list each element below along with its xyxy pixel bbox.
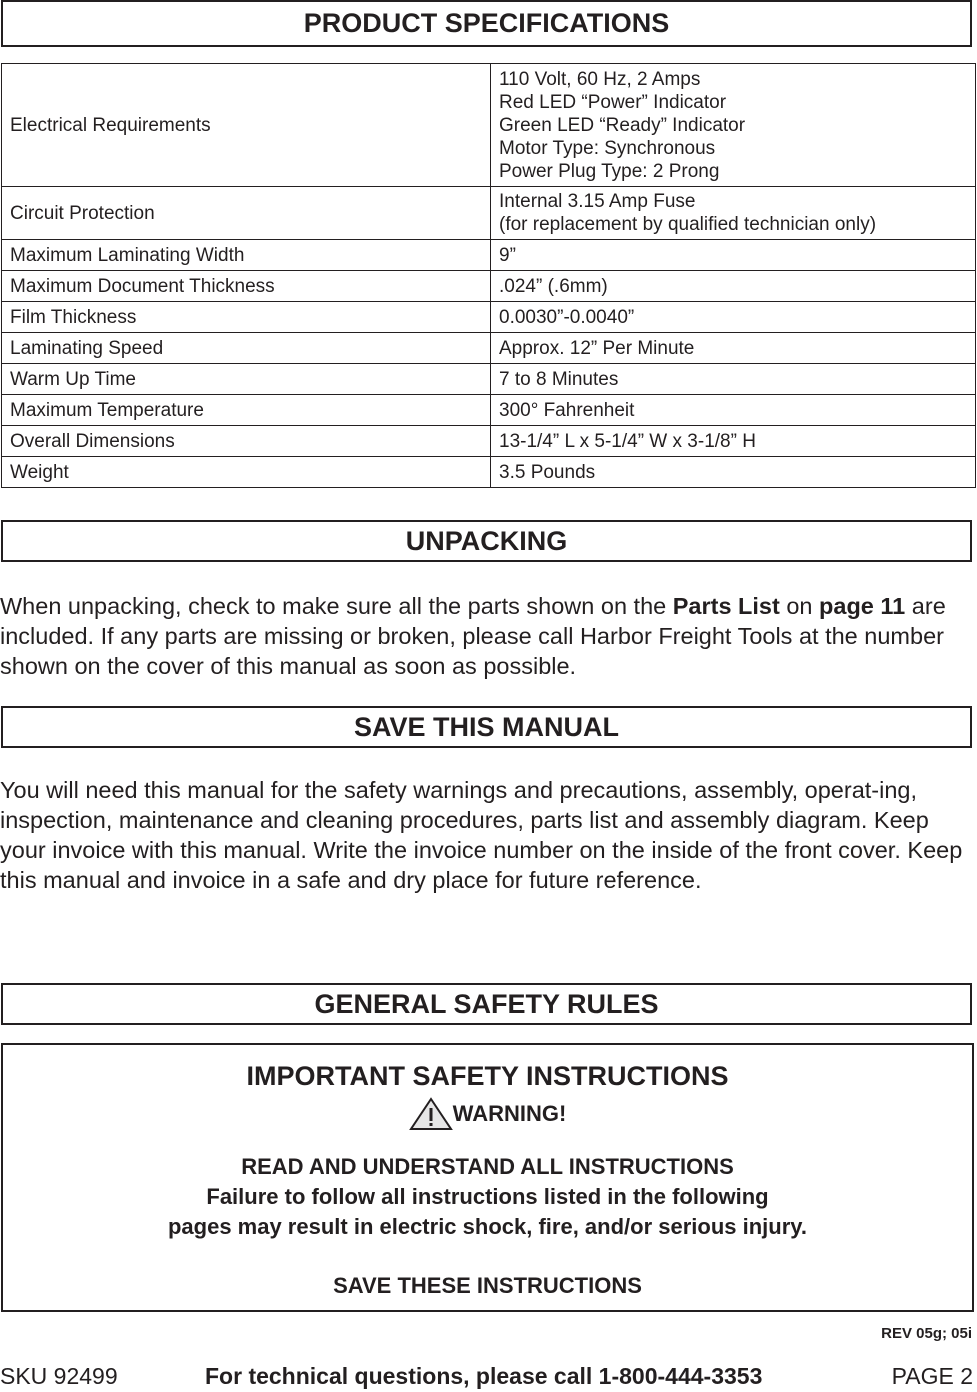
spec-value <box>491 187 976 240</box>
spec-value <box>491 426 976 457</box>
spec-value-line: 9” <box>499 244 516 266</box>
spec-value <box>491 395 976 426</box>
spec-row <box>2 187 976 240</box>
warning-label: WARNING! <box>452 1101 567 1126</box>
safety-instructions-box <box>1 1043 974 1312</box>
specs-title: PRODUCT SPECIFICATIONS <box>303 8 670 38</box>
spec-value <box>491 457 976 488</box>
spec-label: Electrical Requirements <box>2 64 491 187</box>
spec-value-line: 7 to 8 Minutes <box>499 368 619 390</box>
safety-title: GENERAL SAFETY RULES <box>314 988 659 1019</box>
spec-label: Maximum Laminating Width <box>2 240 491 271</box>
spec-value <box>491 302 976 333</box>
spec-value-line: 13-1/4” L x 5-1/4” W x 3-1/8” H <box>499 430 756 452</box>
spec-row <box>2 395 976 426</box>
save-manual-paragraph: You will need this manual for the safety warnings and precautions, assembly, operat-ing, inspection, maintenance and cleaning procedures, parts list and assembly diagram. Keep your invoice with this manual. Write the invoice number on the inside of the front cover. Keep this manual and invoice in a safe and dry place for future reference. <box>0 777 963 893</box>
spec-value-line: (for replacement by qualified technician only) <box>499 214 877 235</box>
unpacking-title: UNPACKING <box>405 525 568 556</box>
spec-label: Maximum Temperature <box>2 395 491 426</box>
safety-heading <box>1 983 972 1025</box>
save-manual-heading <box>1 706 972 748</box>
spec-value-line: Internal 3.15 Amp Fuse <box>499 191 696 212</box>
spec-value-line: 3.5 Pounds <box>499 461 596 483</box>
spec-label: Overall Dimensions <box>2 426 491 457</box>
spec-label: Circuit Protection <box>2 187 491 240</box>
spec-row <box>2 426 976 457</box>
sku-label: SKU 92499 <box>0 1363 118 1389</box>
spec-value-line: 110 Volt, 60 Hz, 2 Amps <box>499 68 701 90</box>
spec-label: Laminating Speed <box>2 333 491 364</box>
unpacking-heading <box>1 520 972 562</box>
warning-line <box>3 1097 972 1131</box>
spec-row <box>2 302 976 333</box>
spec-value-line: Red LED “Power” Indicator <box>499 91 727 113</box>
spec-label: Weight <box>2 457 491 488</box>
save-instructions: SAVE THESE INSTRUCTIONS <box>333 1273 642 1298</box>
spec-value <box>491 333 976 364</box>
spec-value-line: Power Plug Type: 2 Prong <box>499 160 720 182</box>
spec-value <box>491 364 976 395</box>
parts-list-ref: Parts List <box>672 593 780 619</box>
save-manual-title: SAVE THIS MANUAL <box>353 711 619 742</box>
spec-label: Warm Up Time <box>2 364 491 395</box>
spec-value-line: Approx. 12” Per Minute <box>499 337 695 359</box>
specs-heading <box>1 0 972 47</box>
spec-row <box>2 457 976 488</box>
spec-value-line: 0.0030”-0.0040” <box>499 306 635 328</box>
spec-value <box>491 64 976 187</box>
spec-value-line: 300° Fahrenheit <box>499 399 635 421</box>
spec-row <box>2 240 976 271</box>
spec-value <box>491 240 976 271</box>
spec-row <box>2 364 976 395</box>
page-number: PAGE 2 <box>891 1363 973 1389</box>
warning-triangle-icon <box>409 1097 453 1131</box>
read-instructions: READ AND UNDERSTAND ALL INSTRUCTIONS <box>241 1154 734 1179</box>
spec-value-line: Motor Type: Synchronous <box>499 137 716 159</box>
spec-value <box>491 271 976 302</box>
spec-row <box>2 271 976 302</box>
failure-line-1: Failure to follow all instructions listed in the following <box>206 1184 769 1209</box>
spec-label: Maximum Document Thickness <box>2 271 491 302</box>
important-title: IMPORTANT SAFETY INSTRUCTIONS <box>246 1061 729 1091</box>
spec-value-line: Green LED “Ready” Indicator <box>499 114 746 136</box>
spec-row <box>2 333 976 364</box>
spec-label: Film Thickness <box>2 302 491 333</box>
spec-value-line: .024” (.6mm) <box>499 275 608 297</box>
unpacking-paragraph: When unpacking, check to make sure all the parts shown on the Parts List on page 11 are included. If any parts are missing or broken, please call Harbor Freight Tools at the number shown on the cover of this manual as soon as possible. <box>0 593 946 679</box>
revision-label: REV 05g; 05i <box>881 1325 972 1342</box>
failure-line-2: pages may result in electric shock, fire, and/or serious injury. <box>167 1214 808 1239</box>
technical-questions: For technical questions, please call 1-800-444-3353 <box>205 1363 763 1389</box>
specs-table <box>1 63 976 488</box>
spec-row <box>2 64 976 187</box>
page-ref: page 11 <box>819 593 906 619</box>
